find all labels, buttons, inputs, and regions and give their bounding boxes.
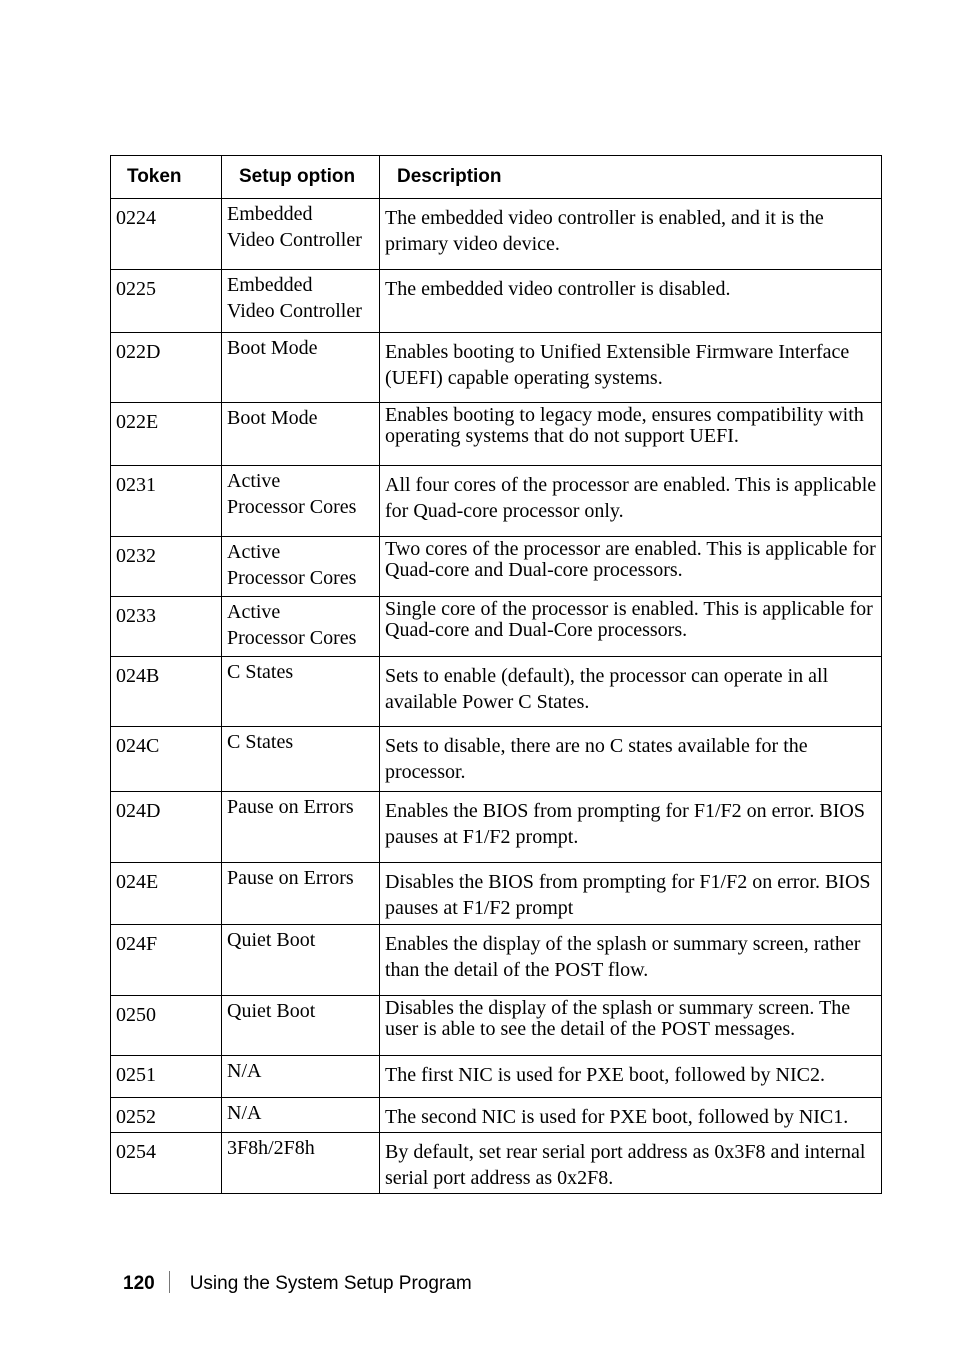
token-table [110, 155, 882, 1194]
table-row [111, 333, 882, 403]
setup-option-line: Boot Mode [227, 337, 318, 359]
table-row [111, 1056, 882, 1098]
table-row [111, 466, 882, 537]
description-cell: Single core of the processor is enabled. This is applicable for Quad-core and Dual-Core processors. [380, 597, 882, 657]
setup-option-line: Embedded [227, 274, 313, 296]
table-row [111, 270, 882, 333]
table-row [111, 925, 882, 996]
setup-option-line: Processor Cores [227, 627, 357, 649]
description-cell: The first NIC is used for PXE boot, followed by NIC2. [380, 1056, 882, 1098]
setup-option-line: N/A [227, 1102, 262, 1124]
table-row [111, 657, 882, 727]
table-row [111, 996, 882, 1056]
table-row [111, 537, 882, 597]
setup-option-line: Active [227, 541, 281, 563]
setup-option-cell [222, 792, 380, 863]
table-row [111, 597, 882, 657]
token-cell: 0225 [111, 270, 222, 333]
token-cell: 0250 [111, 996, 222, 1056]
description-cell: The embedded video controller is enabled, and it is the primary video device. [380, 199, 882, 270]
setup-option-line: N/A [227, 1060, 262, 1082]
setup-option-cell [222, 863, 380, 925]
setup-option-line: Processor Cores [227, 567, 357, 589]
setup-option-line: Processor Cores [227, 496, 357, 518]
description-cell: Enables the display of the splash or summary screen, rather than the detail of the POST flow. [380, 925, 882, 996]
table-row [111, 199, 882, 270]
setup-option-line: Video Controller [227, 229, 362, 251]
setup-option-line: Boot Mode [227, 407, 318, 429]
description-cell: Enables booting to legacy mode, ensures compatibility with operating systems that do not support UEFI. [380, 403, 882, 466]
section-title: Using the System Setup Program [189, 1273, 472, 1294]
token-cell: 0231 [111, 466, 222, 537]
page-number: 120 [123, 1273, 155, 1294]
setup-option-cell [222, 199, 380, 270]
description-cell: Enables booting to Unified Extensible Firmware Interface (UEFI) capable operating systems. [380, 333, 882, 403]
setup-option-line: Quiet Boot [227, 1000, 316, 1022]
token-cell: 0224 [111, 199, 222, 270]
setup-option-line: Embedded [227, 203, 313, 225]
setup-option-cell [222, 996, 380, 1056]
setup-option-cell [222, 403, 380, 466]
token-cell: 0233 [111, 597, 222, 657]
setup-option-cell [222, 537, 380, 597]
setup-option-cell [222, 925, 380, 996]
setup-option-cell [222, 270, 380, 333]
description-cell: Enables the BIOS from prompting for F1/F2 on error. BIOS pauses at F1/F2 prompt. [380, 792, 882, 863]
setup-option-line: Active [227, 601, 281, 623]
token-cell: 0254 [111, 1133, 222, 1194]
description-cell: Sets to enable (default), the processor can operate in all available Power C States. [380, 657, 882, 727]
description-cell: All four cores of the processor are enabled. This is applicable for Quad-core processor only. [380, 466, 882, 537]
table-header-row [111, 156, 882, 199]
table-row [111, 1098, 882, 1133]
footer-divider [169, 1271, 170, 1293]
table-row [111, 403, 882, 466]
description-cell: Disables the BIOS from prompting for F1/F2 on error. BIOS pauses at F1/F2 prompt [380, 863, 882, 925]
setup-option-line: 3F8h/2F8h [227, 1137, 315, 1159]
token-cell: 022D [111, 333, 222, 403]
description-cell: Disables the display of the splash or summary screen. The user is able to see the detail of the POST messages. [380, 996, 882, 1056]
token-cell: 024C [111, 727, 222, 792]
token-cell: 024D [111, 792, 222, 863]
table-row [111, 792, 882, 863]
setup-option-line: C States [227, 731, 294, 753]
table-row [111, 727, 882, 792]
setup-option-cell [222, 1056, 380, 1098]
setup-option-line: Active [227, 470, 281, 492]
setup-option-line: Video Controller [227, 300, 362, 322]
description-cell: The second NIC is used for PXE boot, followed by NIC1. [380, 1098, 882, 1133]
setup-option-line: Pause on Errors [227, 796, 354, 818]
page-footer [123, 1271, 472, 1295]
header-description: Description [380, 156, 882, 199]
token-cell: 024E [111, 863, 222, 925]
setup-option-cell [222, 333, 380, 403]
header-setup-option: Setup option [222, 156, 380, 199]
table-body [111, 199, 882, 1194]
token-cell: 024B [111, 657, 222, 727]
table-row [111, 1133, 882, 1194]
setup-option-cell [222, 1133, 380, 1194]
setup-option-line: Quiet Boot [227, 929, 316, 951]
description-cell: Two cores of the processor are enabled. This is applicable for Quad-core and Dual-core processors. [380, 537, 882, 597]
setup-option-cell [222, 1098, 380, 1133]
setup-option-cell [222, 657, 380, 727]
token-cell: 0252 [111, 1098, 222, 1133]
table-row [111, 863, 882, 925]
description-cell: The embedded video controller is disabled. [380, 270, 882, 333]
setup-option-cell [222, 597, 380, 657]
setup-option-cell [222, 466, 380, 537]
description-cell: Sets to disable, there are no C states available for the processor. [380, 727, 882, 792]
setup-option-line: Pause on Errors [227, 867, 354, 889]
token-cell: 0251 [111, 1056, 222, 1098]
setup-option-cell [222, 727, 380, 792]
header-token: Token [111, 156, 222, 199]
token-cell: 024F [111, 925, 222, 996]
description-cell: By default, set rear serial port address as 0x3F8 and internal serial port address as 0x2F8. [380, 1133, 882, 1194]
token-cell: 0232 [111, 537, 222, 597]
setup-option-line: C States [227, 661, 294, 683]
token-cell: 022E [111, 403, 222, 466]
